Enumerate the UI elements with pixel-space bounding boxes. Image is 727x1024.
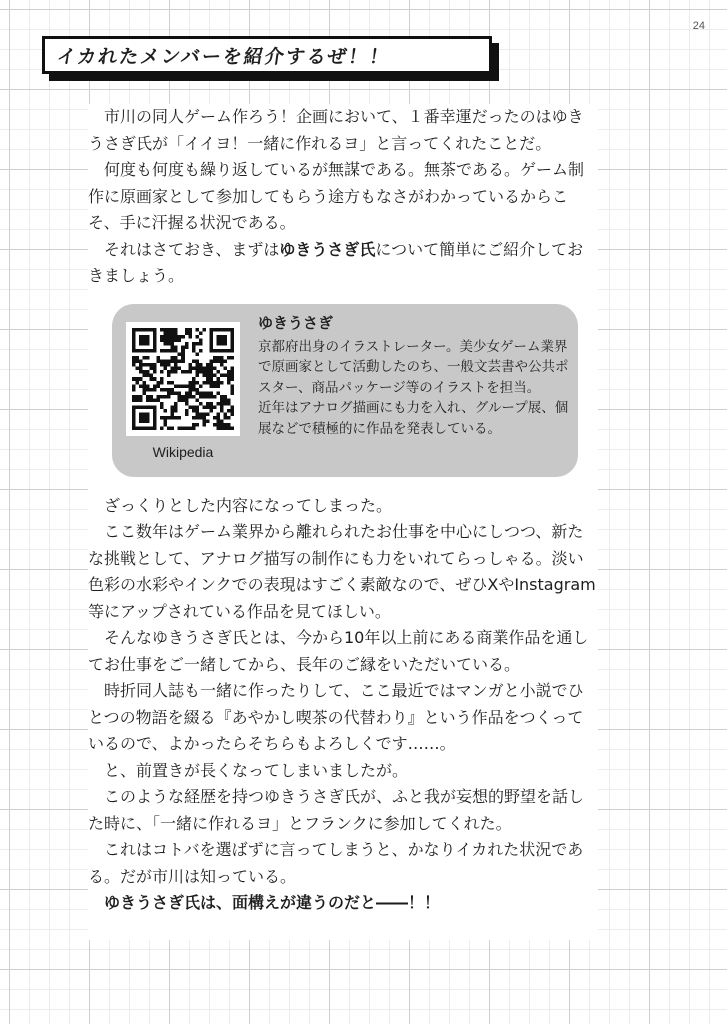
section-title-box: [42, 36, 492, 74]
body-paragraph-6: このような経歴を持つゆきうさぎ氏が、ふと我が妄想的野望を話した時に、「一緒に作れるヨ」とフランクに参加してくれた。: [88, 787, 585, 833]
intro-bold-name: ゆきうさぎ氏: [279, 239, 376, 259]
section-title: イカれたメンバーを紹介するぜ！！: [55, 45, 392, 68]
body-paragraph-5: と、前置きが長くなってしまいましたが。: [104, 760, 409, 780]
profile-text: [258, 312, 570, 440]
body-paragraph-4: 時折同人誌も一緒に作ったりして、ここ最近ではマンガと小説でひとつの物語を綴る『あやかし喫茶の代替わり』という作品をつくっているので、よかったらそちらもよろしくです……。: [88, 681, 584, 753]
intro-text-after: について簡単にご紹介しておきましょう。: [88, 239, 584, 285]
qr-code-icon: [132, 328, 234, 430]
intro-paragraph-1: 市川の同人ゲーム作ろう！企画において、１番幸運だったのはゆきうさぎ氏が「イイヨ！一緒に作れるヨ」と言ってくれたことだ。: [88, 107, 584, 153]
profile-card: [112, 304, 578, 477]
body-paragraph-3: そんなゆきうさぎ氏とは、今から10年以上前にある商業作品を通してお仕事をご一緒してから、長年のご縁をいただいている。: [88, 628, 589, 674]
qr-caption: Wikipedia: [152, 443, 214, 460]
profile-name: ゆきうさぎ: [258, 313, 334, 332]
intro-text-before: それはさておき、まずは: [104, 239, 280, 259]
qr-code[interactable]: [126, 322, 240, 436]
body-paragraph-1: ざっくりとした内容になってしまった。: [104, 495, 393, 515]
article-body: [88, 104, 598, 940]
body-paragraph-7: これはコトバを選ばずに言ってしまうと、かなりイカれた状況である。だが市川は知っている。: [88, 840, 584, 886]
body-paragraph-2: ここ数年はゲーム業界から離れられたお仕事を中心にしつつ、新たな挑戦として、アナログ描写の制作にも力をいれてらっしゃる。淡い色彩の水彩やインクでの表現はすごく素敵なので、ぜひXやInstagram等にアップされている作品を見てほしい。: [88, 522, 596, 621]
intro-paragraph-3: [88, 237, 598, 290]
profile-bio-1: 京都府出身のイラストレーター。美少女ゲーム業界で原画家として活動したのち、一般文芸書や公共ポスター、商品パッケージ等のイラストを担当。: [258, 338, 569, 396]
page-number: 24: [692, 20, 705, 32]
profile-bio-2: 近年はアナログ描画にも力を入れ、グループ展、個展などで積極的に作品を発表している。: [258, 400, 569, 437]
closing-line: ゆきうさぎ氏は、面構えが違うのだと――！！: [104, 893, 441, 912]
intro-paragraph-2: 何度も何度も繰り返しているが無謀である。無茶である。ゲーム制作に原画家として参加してもらう途方もなさがわかっているからこそ、手に汗握る状況である。: [88, 160, 585, 232]
